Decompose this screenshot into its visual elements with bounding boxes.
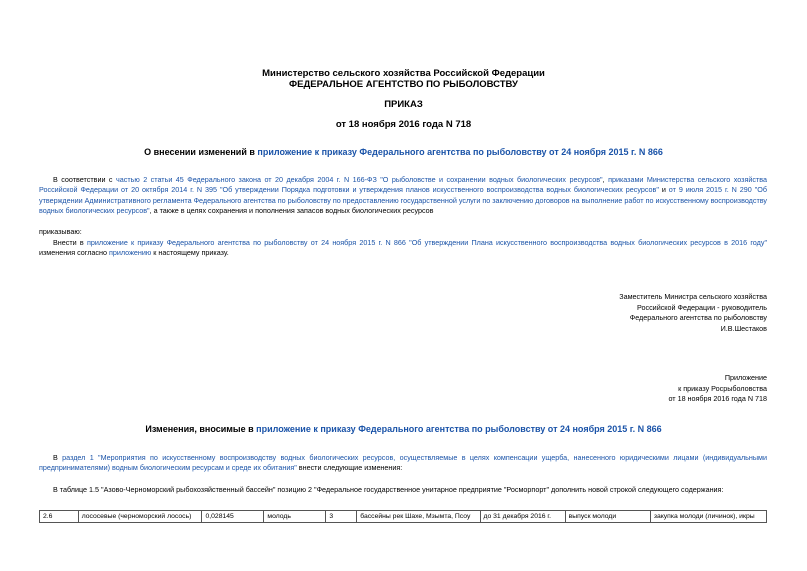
table-cell: закупка молоди (личинок), икры [650, 511, 766, 523]
doc-date-number: от 18 ноября 2016 года N 718 [335, 119, 472, 130]
order-text-1: Внести в [53, 238, 87, 247]
section-text-2: внести следующие изменения: [296, 463, 403, 473]
preamble-paragraph [39, 175, 767, 217]
order-text-3: к настоящему приказу. [151, 248, 229, 258]
changes-title-link[interactable]: приложение к приказу Федерального агентства по рыболовству от 24 ноября 2015 г. N 866 [256, 424, 662, 434]
agency-heading: ФЕДЕРАЛЬНОЕ АГЕНТСТВО ПО РЫБОЛОВСТВУ [289, 79, 518, 90]
order-290-link[interactable]: от 9 июля 2015 г. N 290 "Об утверждении Административного регламента Федерального агентства по рыболовству по предоставлению государственной услуги по заключению договоров на выполнение работ по искусственному воспроизводству водных биологических ресурсов" [39, 185, 767, 216]
table-cell: молодь [264, 511, 326, 523]
order-395-link[interactable]: приказами Министерства сельского хозяйства Российской Федерации от 20 октября 2014 г. N 395 "Об утверждении Порядка подготовки и утверждения планов искусственного воспроизводства водных биологических ресурсов" [39, 175, 768, 195]
signature-block [619, 292, 767, 334]
law-link[interactable]: частью 2 статьи 45 Федерального закона от 20 декабря 2004 г. N 166-ФЗ "О рыболовстве и сохранении водных биологических ресурсов" [115, 175, 603, 184]
section-paragraph [39, 453, 767, 474]
signature-line-1: Заместитель Министра сельского хозяйства [619, 292, 767, 301]
table-cell: до 31 декабря 2016 г. [480, 511, 565, 523]
data-table [39, 510, 767, 523]
table-paragraph: В таблице 1.5 "Азово-Черноморский рыбохозяйственный бассейн" позицию 2 "Федеральное государственное унитарное предприятие "Росморпорт" дополнить новой строкой следующего содержания: [53, 485, 724, 494]
table-cell: бассейны рек Шахе, Мзымта, Псоу [357, 511, 480, 523]
section-link[interactable]: раздел 1 "Мероприятия по искусственному воспроизводству водных биологических ресурсов, осуществляемые в целях компенсации ущерба, нанесенного юридическими лицами (индивидуальными предпринимателями) водным биологическим ресурсам и среде их обитания" [39, 453, 767, 473]
table-cell: выпуск молоди [565, 511, 650, 523]
ministry-heading: Министерство сельского хозяйства Российской Федерации [262, 68, 545, 79]
changes-title [0, 424, 807, 434]
appendix-order-link[interactable]: приложение к приказу Федерального агентства по рыболовству от 24 ноября 2015 г. N 866 "Об утверждении Плана искусственного воспроизводства водных биологических ресурсов в 2016 году" [86, 238, 767, 247]
order-text-2: изменения согласно [39, 248, 109, 258]
appendix-reference [668, 373, 767, 405]
signature-name: И.В.Шестаков [720, 323, 767, 333]
table-cell: лососевые (черноморский лосось) [78, 511, 202, 523]
appendix-ref-line-1: Приложение [724, 373, 767, 382]
section-text-1: В [53, 453, 63, 462]
document-title-prefix: О внесении изменений в [144, 147, 258, 157]
document-title-link[interactable]: приложение к приказу Федерального агентства по рыболовству от 24 ноября 2015 г. N 866 [257, 147, 663, 157]
preamble-text-3: и [658, 185, 669, 195]
appendix-ref-line-2: к приказу Росрыболовства [678, 383, 767, 393]
appendix-ref-line-3: от 18 ноября 2016 года N 718 [668, 394, 767, 404]
table-row [40, 511, 767, 523]
preamble-text-1: В соответствии с [53, 175, 116, 184]
signature-line-2: Российской Федерации - руководитель [637, 302, 767, 312]
preamble-text-2: , [602, 175, 609, 184]
document-title [0, 147, 807, 157]
order-paragraph [39, 238, 767, 259]
table-cell: 0,028145 [202, 511, 264, 523]
preamble-text-4: , а также в целях сохранения и пополнения запасов водных биологических ресурсов [149, 206, 434, 216]
order-word: приказываю: [39, 227, 82, 236]
appendix-link[interactable]: приложению [108, 248, 152, 258]
doc-type-heading: ПРИКАЗ [384, 99, 423, 110]
table-cell: 2.6 [40, 511, 79, 523]
table-cell: 3 [326, 511, 357, 523]
changes-title-prefix: Изменения, вносимые в [145, 424, 257, 434]
signature-line-3: Федерального агентства по рыболовству [629, 313, 767, 323]
